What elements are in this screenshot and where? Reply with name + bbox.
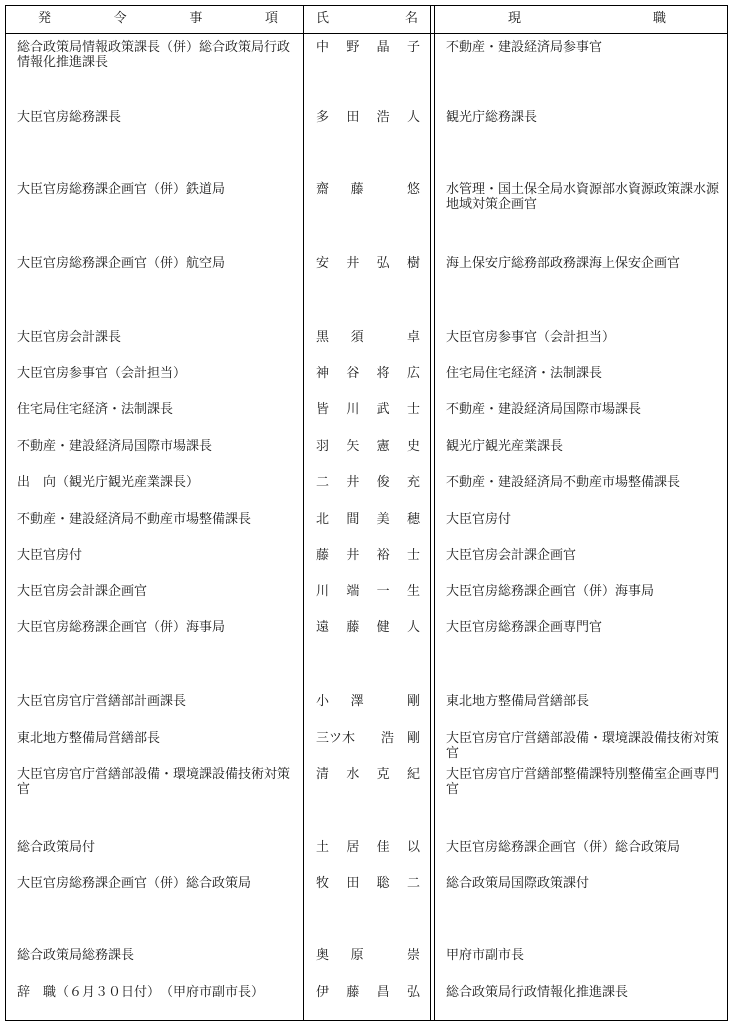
order-cell: 大臣官房付 xyxy=(17,548,83,563)
name-char: 浩 xyxy=(380,731,394,746)
current-position-cell: 海上保安庁総務部政務課海上保安企画官 xyxy=(446,256,681,271)
name-char: 矢 xyxy=(346,439,360,454)
order-cell: 不動産・建設経済局国際市場課長 xyxy=(17,439,213,454)
order-cell: 大臣官房官庁営繕部計画課長 xyxy=(17,694,187,709)
name-char: 清 xyxy=(316,767,330,782)
order-cell: 不動産・建設経済局不動産市場整備課長 xyxy=(17,512,252,527)
current-position-cell: 総合政策局国際政策課付 xyxy=(446,876,590,891)
name-char: 間 xyxy=(346,512,360,527)
current-position-cell: 大臣官房参事官（会計担当） xyxy=(446,330,616,345)
order-cell: 大臣官房会計課長 xyxy=(17,330,122,345)
name-char: 齋 xyxy=(316,182,330,197)
name-char: 水 xyxy=(346,767,360,782)
name-char: 伊 xyxy=(316,985,330,1000)
name-char: 士 xyxy=(406,548,420,563)
name-char: 士 xyxy=(406,402,420,417)
header-char: 項 xyxy=(264,11,278,26)
name-cell xyxy=(316,330,420,345)
name-char: 俊 xyxy=(376,475,390,490)
name-char: 藤 xyxy=(346,620,360,635)
name-char: 人 xyxy=(406,620,420,635)
name-char: 原 xyxy=(350,948,364,963)
order-cell: 大臣官房参事官（会計担当） xyxy=(17,366,187,381)
name-char: 充 xyxy=(406,475,420,490)
header-order xyxy=(38,11,278,26)
name-char: 健 xyxy=(376,620,390,635)
name-char: 佳 xyxy=(376,840,390,855)
current-position-cell: 大臣官房官庁営繕部整備課特別整備室企画専門官 xyxy=(446,767,720,797)
name-char: 藤 xyxy=(346,985,360,1000)
name-char: 二 xyxy=(316,475,330,490)
name-char: 羽 xyxy=(316,439,330,454)
name-char: 卓 xyxy=(406,330,420,345)
name-char: 安 xyxy=(316,256,330,271)
name-char: 端 xyxy=(346,584,360,599)
name-cell xyxy=(316,620,420,635)
name-cell xyxy=(316,40,420,55)
name-char: 子 xyxy=(406,40,420,55)
name-char: 奥 xyxy=(316,948,330,963)
order-cell: 大臣官房総務課企画官（併）航空局 xyxy=(17,256,226,271)
name-char: 武 xyxy=(376,402,390,417)
name-char: 中 xyxy=(316,40,330,55)
current-position-cell: 東北地方整備局営繕部長 xyxy=(446,694,590,709)
name-char: 北 xyxy=(316,512,330,527)
name-char: 田 xyxy=(346,876,360,891)
name-char: 人 xyxy=(406,110,420,125)
name-char: 藤 xyxy=(316,548,330,563)
current-position-cell: 観光庁観光産業課長 xyxy=(446,439,564,454)
header-current xyxy=(508,11,666,26)
name-char: 崇 xyxy=(406,948,420,963)
order-cell: 大臣官房総務課企画官（併）海事局 xyxy=(17,620,226,635)
name-char: 将 xyxy=(376,366,390,381)
name-char: 居 xyxy=(346,840,360,855)
name-cell xyxy=(316,694,420,709)
name-char: 井 xyxy=(346,475,360,490)
name-char: 穂 xyxy=(406,512,420,527)
name-char: 剛 xyxy=(406,694,420,709)
order-cell: 大臣官房総務課企画官（併）鉄道局 xyxy=(17,182,226,197)
order-cell: 大臣官房総務課企画官（併）総合政策局 xyxy=(17,876,252,891)
name-char: 悠 xyxy=(406,182,420,197)
name-char: 井 xyxy=(346,548,360,563)
name-char: 剛 xyxy=(406,731,420,746)
order-cell: 大臣官房総務課長 xyxy=(17,110,122,125)
current-position-cell: 住宅局住宅経済・法制課長 xyxy=(446,366,603,381)
name-char: 多 xyxy=(316,110,330,125)
name-char: 二 xyxy=(406,876,420,891)
name-char: 憲 xyxy=(376,439,390,454)
current-position-cell: 観光庁総務課長 xyxy=(446,110,538,125)
header-char: 事 xyxy=(189,11,203,26)
order-cell: 大臣官房会計課企画官 xyxy=(17,584,148,599)
order-cell: 総合政策局情報政策課長（併）総合政策局行政情報化推進課長 xyxy=(17,40,291,70)
name-char: 浩 xyxy=(376,110,390,125)
name-char: 牧 xyxy=(316,876,330,891)
name-char: 生 xyxy=(406,584,420,599)
name-cell xyxy=(316,548,420,563)
name-char: 川 xyxy=(316,584,330,599)
name-char: 昌 xyxy=(376,985,390,1000)
order-cell: 大臣官房官庁営繕部設備・環境課設備技術対策官 xyxy=(17,767,291,797)
current-position-cell: 大臣官房総務課企画専門官 xyxy=(446,620,603,635)
header-char: 名 xyxy=(404,11,418,26)
name-char: 聡 xyxy=(376,876,390,891)
name-cell xyxy=(316,256,420,271)
name-char: 澤 xyxy=(350,694,364,709)
name-char: 土 xyxy=(316,840,330,855)
name-char: 一 xyxy=(376,584,390,599)
header-char: 現 xyxy=(508,11,522,26)
name-char: 史 xyxy=(406,439,420,454)
current-position-cell: 総合政策局行政情報化推進課長 xyxy=(446,985,629,1000)
name-char: 皆 xyxy=(316,402,330,417)
header-char: 発 xyxy=(38,11,52,26)
order-cell: 辞 職（６月３０日付） （甲府市副市長） xyxy=(17,985,265,1000)
header-char: 令 xyxy=(113,11,127,26)
header-name xyxy=(316,11,418,26)
name-cell xyxy=(316,475,420,490)
name-cell xyxy=(316,985,420,1000)
name-char: 野 xyxy=(346,40,360,55)
column-divider xyxy=(303,5,304,1021)
name-char: 克 xyxy=(376,767,390,782)
current-position-cell: 不動産・建設経済局国際市場課長 xyxy=(446,402,642,417)
name-cell xyxy=(316,512,420,527)
current-position-cell: 不動産・建設経済局不動産市場整備課長 xyxy=(446,475,681,490)
name-cell xyxy=(316,110,420,125)
name-cell xyxy=(316,584,420,599)
name-cell xyxy=(316,731,420,746)
name-char: 谷 xyxy=(346,366,360,381)
column-divider xyxy=(430,5,431,1021)
name-char: 藤 xyxy=(350,182,364,197)
name-cell xyxy=(316,439,420,454)
name-cell xyxy=(316,948,420,963)
header-divider xyxy=(5,33,728,34)
name-char: 美 xyxy=(376,512,390,527)
name-char: 神 xyxy=(316,366,330,381)
name-char: 田 xyxy=(346,110,360,125)
header-char: 氏 xyxy=(316,11,330,26)
column-divider xyxy=(434,5,435,1021)
current-position-cell: 甲府市副市長 xyxy=(446,948,525,963)
name-cell xyxy=(316,366,420,381)
order-cell: 住宅局住宅経済・法制課長 xyxy=(17,402,174,417)
name-char: 須 xyxy=(350,330,364,345)
name-char: 以 xyxy=(406,840,420,855)
current-position-cell: 水管理・国土保全局水資源部水資源政策課水源地域対策企画官 xyxy=(446,182,720,212)
current-position-cell: 大臣官房付 xyxy=(446,512,512,527)
name-cell xyxy=(316,402,420,417)
order-cell: 出 向（観光庁観光産業課長） xyxy=(17,475,200,490)
name-char: 晶 xyxy=(376,40,390,55)
order-cell: 総合政策局付 xyxy=(17,840,96,855)
current-position-cell: 大臣官房会計課企画官 xyxy=(446,548,577,563)
name-char: 広 xyxy=(406,366,420,381)
name-char: 黒 xyxy=(316,330,330,345)
name-cell xyxy=(316,182,420,197)
name-char: 紀 xyxy=(406,767,420,782)
order-cell: 東北地方整備局営繕部長 xyxy=(17,731,161,746)
order-cell: 総合政策局総務課長 xyxy=(17,948,135,963)
current-position-cell: 大臣官房総務課企画官（併）海事局 xyxy=(446,584,655,599)
name-char: 川 xyxy=(346,402,360,417)
name-cell xyxy=(316,840,420,855)
name-char: 井 xyxy=(346,256,360,271)
name-char: 樹 xyxy=(406,256,420,271)
current-position-cell: 不動産・建設経済局参事官 xyxy=(446,40,603,55)
name-cell xyxy=(316,767,420,782)
name-char: 遠 xyxy=(316,620,330,635)
current-position-cell: 大臣官房官庁営繕部設備・環境課設備技術対策官 xyxy=(446,731,720,761)
name-char: 小 xyxy=(316,694,330,709)
name-char: 弘 xyxy=(406,985,420,1000)
name-cell xyxy=(316,876,420,891)
name-char: 三ツ木 xyxy=(316,731,356,746)
name-char: 裕 xyxy=(376,548,390,563)
current-position-cell: 大臣官房総務課企画官（併）総合政策局 xyxy=(446,840,681,855)
header-char: 職 xyxy=(652,11,666,26)
name-char: 弘 xyxy=(376,256,390,271)
